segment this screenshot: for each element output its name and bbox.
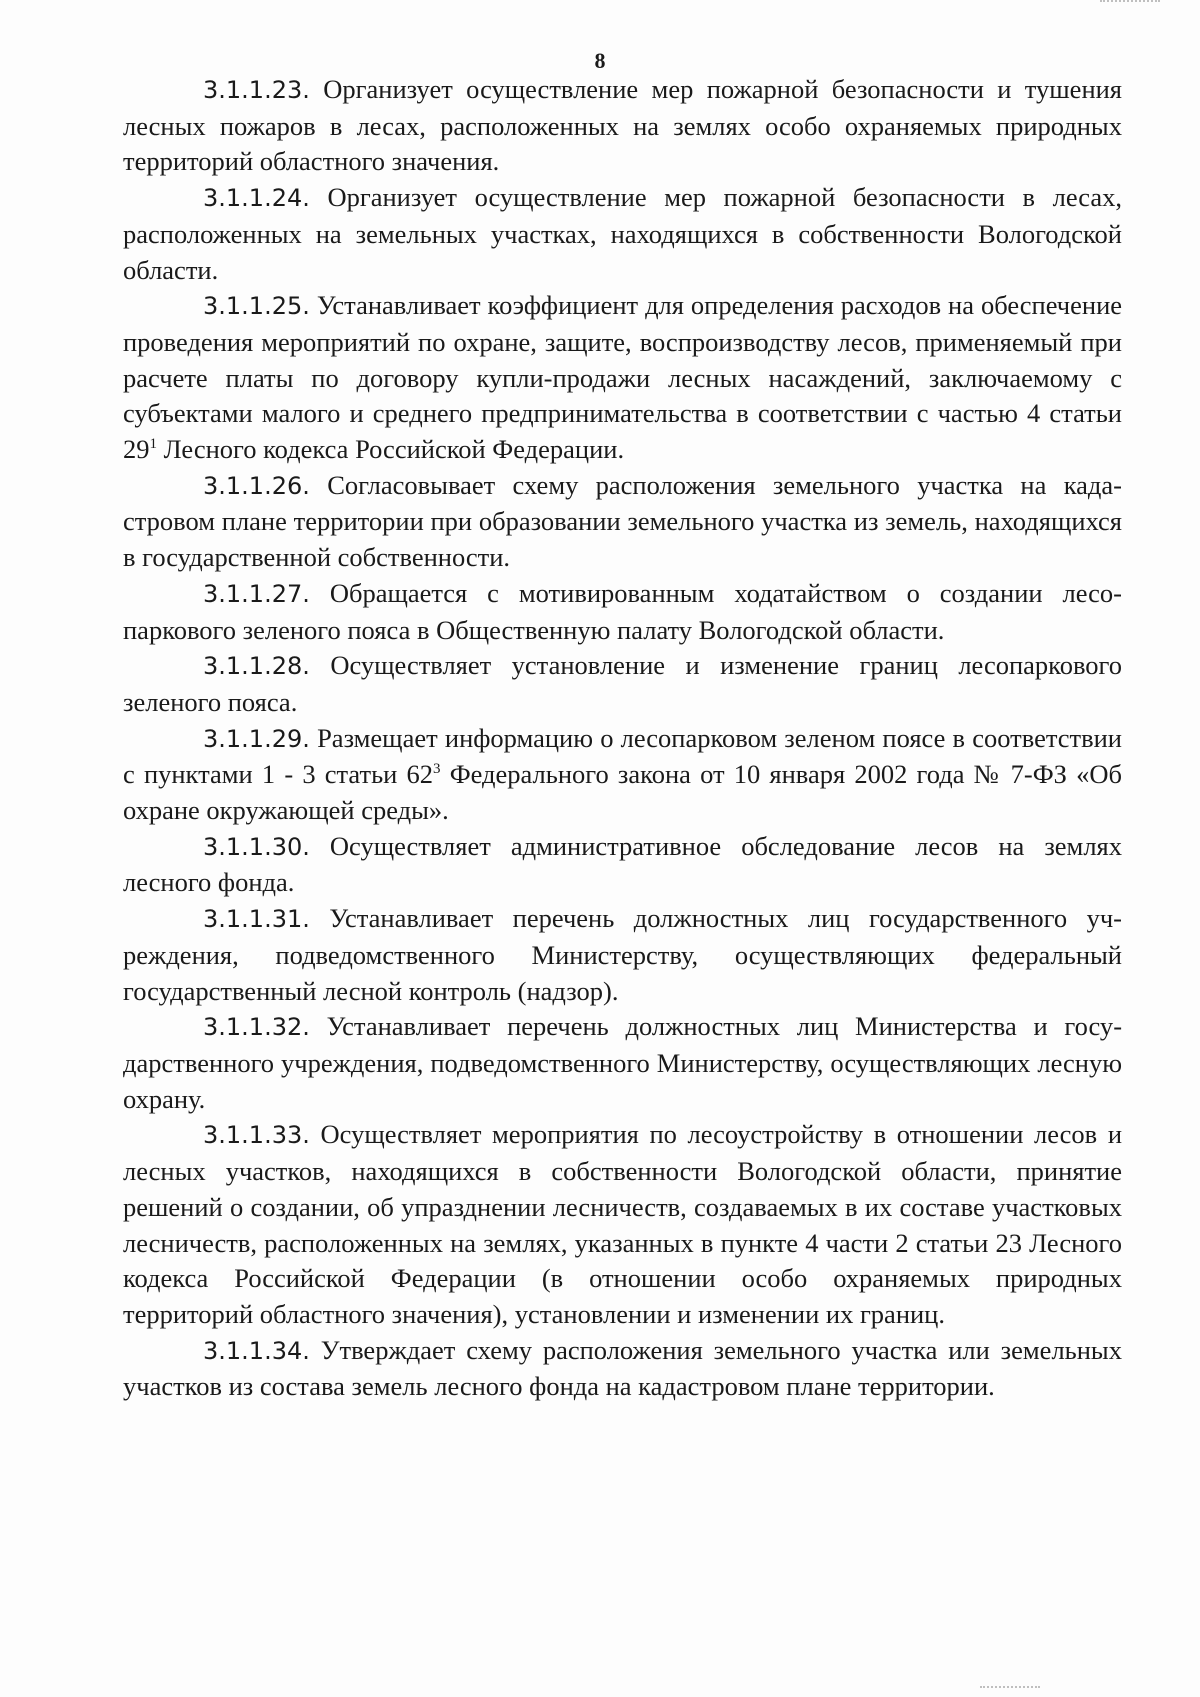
paragraph-text: Осуществляет установление и изменение границ лесопаркового зеленого пояса. [123,650,1122,717]
paragraph-number: 3.1.1.28. [203,652,310,681]
paragraph-number: 3.1.1.29. [203,724,310,753]
paragraph-3-1-1-27 [123,576,1122,648]
paragraph-number: 3.1.1.30. [203,832,310,861]
paragraph-text: Организует осуществление мер пожарной безопасности в лесах, расположенных на земельных участках, находящихся в собственности Вологодской области. [123,182,1123,285]
document-body [123,72,1122,1405]
paragraph-text: Осуществляет административное обследование лесов на землях лесного фонда. [123,830,1122,898]
paragraph-text: Организует осуществление мер пожарной безопасности и тушения лесных пожаров в лесах, расположенных на землях особо охраняемых природных территорий областного значения. [123,74,1123,177]
paragraph-number: 3.1.1.23. [203,76,310,104]
paragraph-number: 3.1.1.34. [203,1336,310,1365]
paragraph-3-1-1-26 [123,468,1122,576]
paragraph-text: Обращается с мотивированным ходатайством о создании лесопаркового зеленого пояса в Общественную палату Вологодской области. [123,577,1122,645]
paragraph-3-1-1-28 [123,648,1122,720]
paragraph-text: Согласовывает схему расположения земельного участка на кадастровом плане территории при образовании земельного участка из земель, находящихся в государственной собственности. [123,469,1122,573]
paragraph-text-continued: Лесного кодекса Российской Федерации. [157,434,625,465]
paragraph-number: 3.1.1.27. [203,579,310,608]
paragraph-number: 3.1.1.32. [203,1013,310,1042]
paragraph-text: Осуществляет мероприятия по лесоустройству в отношении лесов и лесных участков, находящихся в собственности Вологодской области, принятие решений о создании, об упразднении лесничеств, создаваемых в их составе участковых лесничеств, расположенных на землях, указанных в пункте 4 части 2 статьи 23 Лесного кодекса Российской Федерации (в отношении особо охраняемых природных территорий областного значения), установлении и изменении их границ. [123,1119,1123,1329]
paragraph-3-1-1-32 [123,1009,1122,1117]
superscript-index: 1 [149,436,157,453]
paragraph-text-continued: Федерального закона от 10 января 2002 года № 7-ФЗ «Об охране окружающей среды». [123,759,1122,826]
paragraph-text: Размещает информацию о лесопарковом зеленом поясе в соответствии с пунктами 1 - 3 статьи 62 [123,722,1122,790]
paragraph-number: 3.1.1.33. [203,1121,310,1150]
paragraph-text: Устанавливает перечень должностных лиц государственного учреждения, подведомственного Министерству, осуществляющих федеральный государственный лесной контроль (надзор). [123,903,1122,1006]
paragraph-text: Утверждает схему расположения земельного участка или земельных участков из состава земель лесного фонда на кадастровом плане территории. [123,1334,1122,1402]
paragraph-3-1-1-29 [123,721,1122,829]
paragraph-number: 3.1.1.25. [203,292,310,321]
paragraph-number: 3.1.1.24. [203,184,310,213]
paragraph-3-1-1-23 [123,72,1122,180]
paragraph-number: 3.1.1.26. [203,471,310,500]
paragraph-3-1-1-31 [123,901,1122,1009]
paragraph-3-1-1-34 [123,1333,1122,1405]
scan-artifact [1100,0,1160,5]
paragraph-text: Устанавливает коэффициент для определения расходов на обеспечение проведения мероприятий по охране, защите, воспроизводству лесов, применяемый при расчете платы по договору купли-продажи лесных насаждений, заключаемому с субъектами малого и среднего предпринимательства в соответствии с частью 4 статьи 29 [123,290,1123,465]
paragraph-3-1-1-33 [123,1117,1122,1332]
scan-artifact [980,1686,1040,1691]
paragraph-text: Устанавливает перечень должностных лиц Министерства и государственного учреждения, подведомственного Министерству, осуществляющих лесную охрану. [123,1011,1123,1114]
superscript-index: 3 [433,761,441,778]
page-number: 8 [594,48,606,73]
paragraph-3-1-1-30 [123,829,1122,901]
paragraph-3-1-1-24 [123,180,1122,288]
paragraph-3-1-1-25 [123,288,1122,468]
paragraph-number: 3.1.1.31. [203,905,310,934]
